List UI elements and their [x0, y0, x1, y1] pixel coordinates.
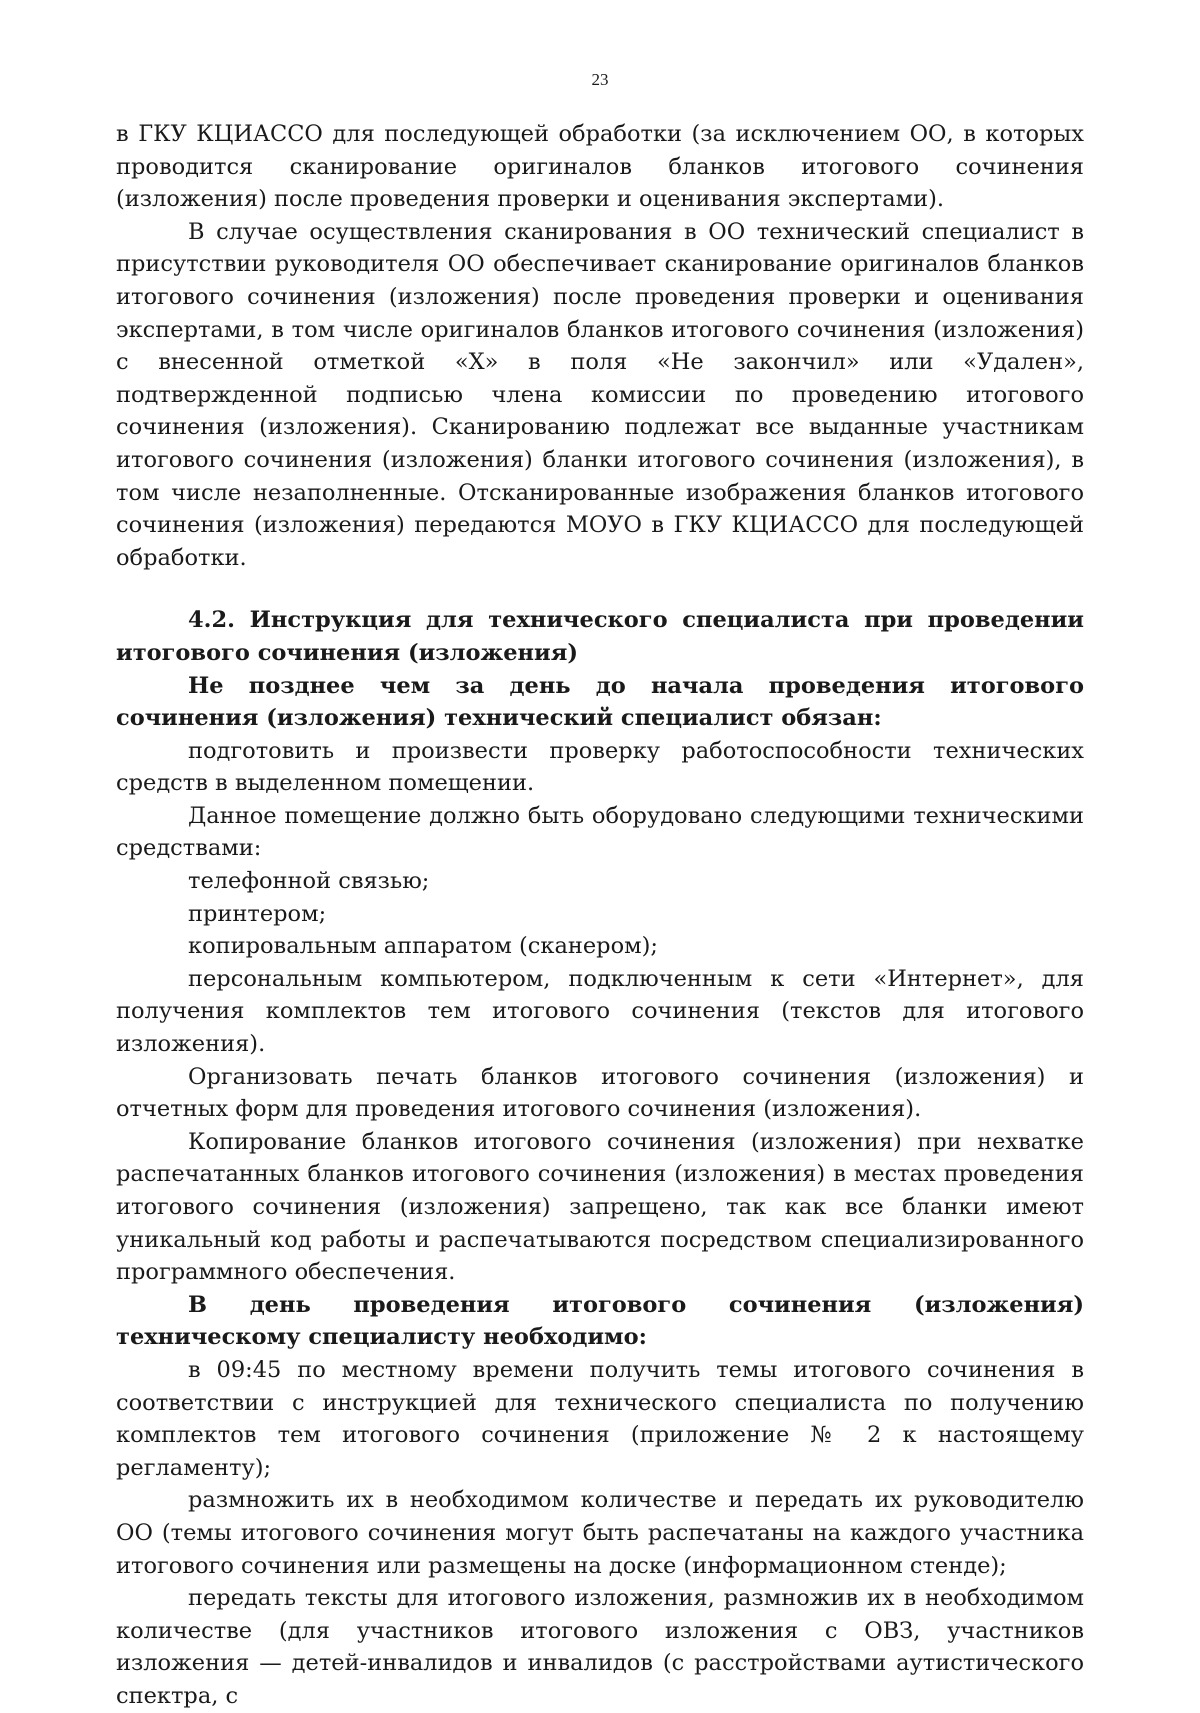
- paragraph-print-forms: Организовать печать бланков итогового сочинения (изложения) и отчетных форм для проведения итогового сочинения (изложения).: [116, 1063, 1084, 1123]
- list-item-printer: принтером;: [188, 900, 327, 927]
- paragraph-continuation: в ГКУ КЦИАССО для последующей обработки (за исключением ОО, в которых проводится сканирование оригиналов бланков итогового сочинения (изложения) после проведения проверки и оценивания экспертами).: [116, 121, 1084, 213]
- paragraph-copy-prohibited: Копирование бланков итогового сочинения (изложения) при нехватке распечатанных бланков итогового сочинения (изложения) в местах проведения итогового сочинения (изложения) запрещено, так как все бланки имеют уникальный код работы и распечатываются посредством специализированного программного обеспечения.: [116, 1128, 1084, 1286]
- section-heading-4-2: 4.2. Инструкция для технического специалиста при проведении итогового сочинения (изложения): [116, 607, 1084, 666]
- list-item-copier: копировальным аппаратом (сканером);: [188, 933, 658, 960]
- paragraph-receive-topics: в 09:45 по местному времени получить темы итогового сочинения в соответствии с инструкцией для технического специалиста по получению комплектов тем итогового сочинения (приложение № 2 к настоящему регламенту);: [116, 1356, 1084, 1481]
- paragraph-transfer-texts: передать тексты для итогового изложения, размножив их в необходимом количестве (для участников итогового изложения с ОВЗ, участников изложения — детей-инвалидов и инвалидов (с расстройствами аутистического спектра, с: [116, 1585, 1084, 1709]
- subheading-exam-day: В день проведения итогового сочинения (изложения) техническому специалисту необходимо:: [116, 1291, 1084, 1351]
- list-item-phone: телефонной связью;: [188, 868, 430, 895]
- list-item-computer: персональным компьютером, подключенным к сети «Интернет», для получения комплектов тем итогового сочинения (текстов для итогового изложения).: [116, 965, 1084, 1058]
- paragraph-scanning-in-oo: В случае осуществления сканирования в ОО технический специалист в присутствии руководителя ОО обеспечивает сканирование оригиналов бланков итогового сочинения (изложения) после проведения проверки и оценивания экспертами, в том числе оригиналов бланков итогового сочинения (изложения) с внесенной отметкой «X» в поля «Не закончил» или «Удален», подтвержденной подписью члена комиссии по проведению итогового сочинения (изложения). Сканированию подлежат все выданные участникам итогового сочинения (изложения) бланки итогового сочинения (изложения), в том числе незаполненные. Отсканированные изображения бланков итогового сочинения (изложения) передаются МОУО в ГКУ КЦИАССО для последующей обработки.: [116, 218, 1084, 571]
- page-number: 23: [591, 70, 609, 89]
- document-body: [116, 118, 1084, 1713]
- paragraph-room-equipment: Данное помещение должно быть оборудовано следующими техническими средствами:: [116, 802, 1084, 862]
- subheading-day-before: Не позднее чем за день до начала проведения итогового сочинения (изложения) технический специалист обязан:: [116, 672, 1084, 732]
- paragraph-prepare-equipment: подготовить и произвести проверку работоспособности технических средств в выделенном помещении.: [116, 737, 1084, 797]
- paragraph-copy-topics: размножить их в необходимом количестве и передать их руководителю ОО (темы итогового сочинения могут быть распечатаны на каждого участника итогового сочинения или размещены на доске (информационном стенде);: [116, 1487, 1084, 1579]
